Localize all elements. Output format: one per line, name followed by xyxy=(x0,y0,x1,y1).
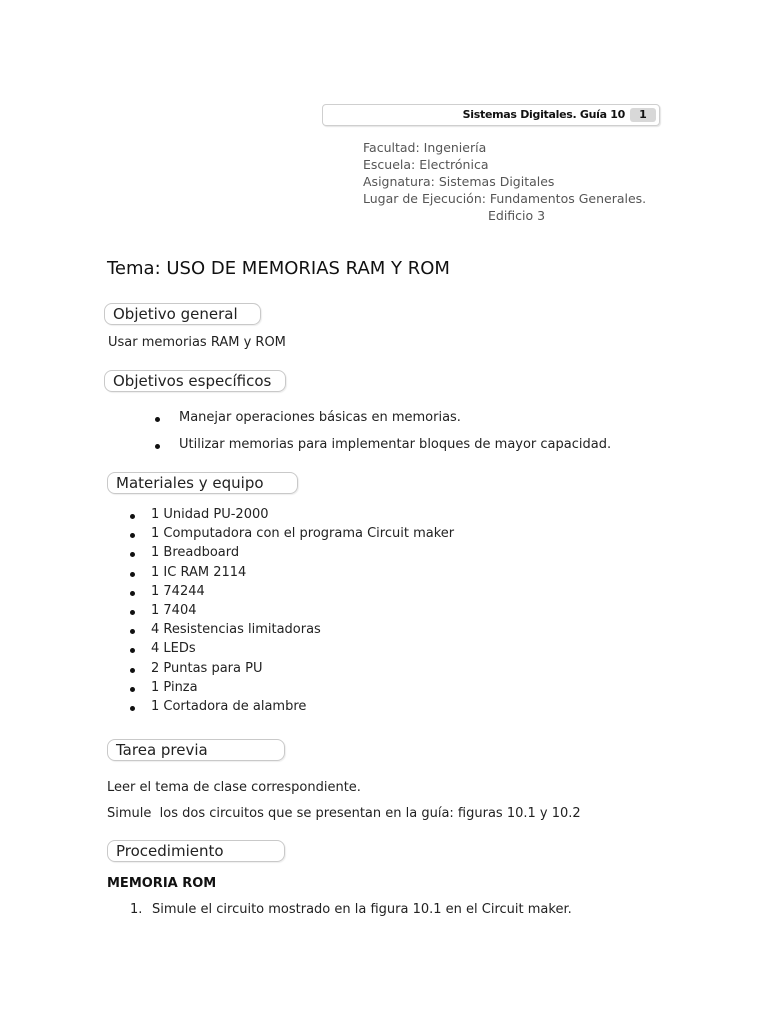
document-meta xyxy=(363,139,646,224)
meta-edificio: Edificio 3 xyxy=(488,208,546,223)
step-number: 1. xyxy=(130,902,143,917)
list-item: 1 Breadboard xyxy=(129,545,454,564)
section-procedimiento: Procedimiento xyxy=(107,840,285,862)
list-item: Utilizar memorias para implementar bloques de mayor capacidad. xyxy=(145,437,611,464)
list-item: 1 Cortadora de alambre xyxy=(129,699,454,718)
page-header-bar xyxy=(322,104,660,126)
materiales-list xyxy=(129,507,454,718)
page-number: 1 xyxy=(630,108,656,122)
meta-lugar: Lugar de Ejecución: Fundamentos Generales. xyxy=(363,191,647,206)
page-title: Tema: USO DE MEMORIAS RAM Y ROM xyxy=(107,258,450,279)
meta-facultad: Facultad: Ingeniería xyxy=(363,140,487,155)
tarea-previa-line-1: Leer el tema de clase correspondiente. xyxy=(107,780,361,795)
list-item: 4 LEDs xyxy=(129,641,454,660)
section-objetivo-general: Objetivo general xyxy=(104,303,261,325)
list-item: 1 Pinza xyxy=(129,680,454,699)
step-text: Simule el circuito mostrado en la figura 10.1 en el Circuit maker. xyxy=(152,902,572,917)
list-item: 2 Puntas para PU xyxy=(129,661,454,680)
section-objetivos-especificos: Objetivos específicos xyxy=(104,370,286,392)
meta-escuela: Escuela: Electrónica xyxy=(363,157,489,172)
list-item: 1 74244 xyxy=(129,584,454,603)
list-item: 1 Computadora con el programa Circuit maker xyxy=(129,526,454,545)
list-item: Manejar operaciones básicas en memorias. xyxy=(145,410,611,437)
procedure-step xyxy=(130,902,572,917)
list-item: 1 7404 xyxy=(129,603,454,622)
objetivos-especificos-list xyxy=(145,410,611,464)
list-item: 4 Resistencias limitadoras xyxy=(129,622,454,641)
list-item: 1 Unidad PU-2000 xyxy=(129,507,454,526)
section-materiales: Materiales y equipo xyxy=(107,472,298,494)
memoria-rom-heading: MEMORIA ROM xyxy=(107,876,217,891)
objetivo-general-text: Usar memorias RAM y ROM xyxy=(108,335,286,350)
section-tarea-previa: Tarea previa xyxy=(107,739,285,761)
header-title: Sistemas Digitales. Guía 10 xyxy=(462,108,625,121)
meta-asignatura: Asignatura: Sistemas Digitales xyxy=(363,174,555,189)
list-item: 1 IC RAM 2114 xyxy=(129,565,454,584)
tarea-previa-line-2: Simule los dos circuitos que se presentan en la guía: figuras 10.1 y 10.2 xyxy=(107,806,581,821)
